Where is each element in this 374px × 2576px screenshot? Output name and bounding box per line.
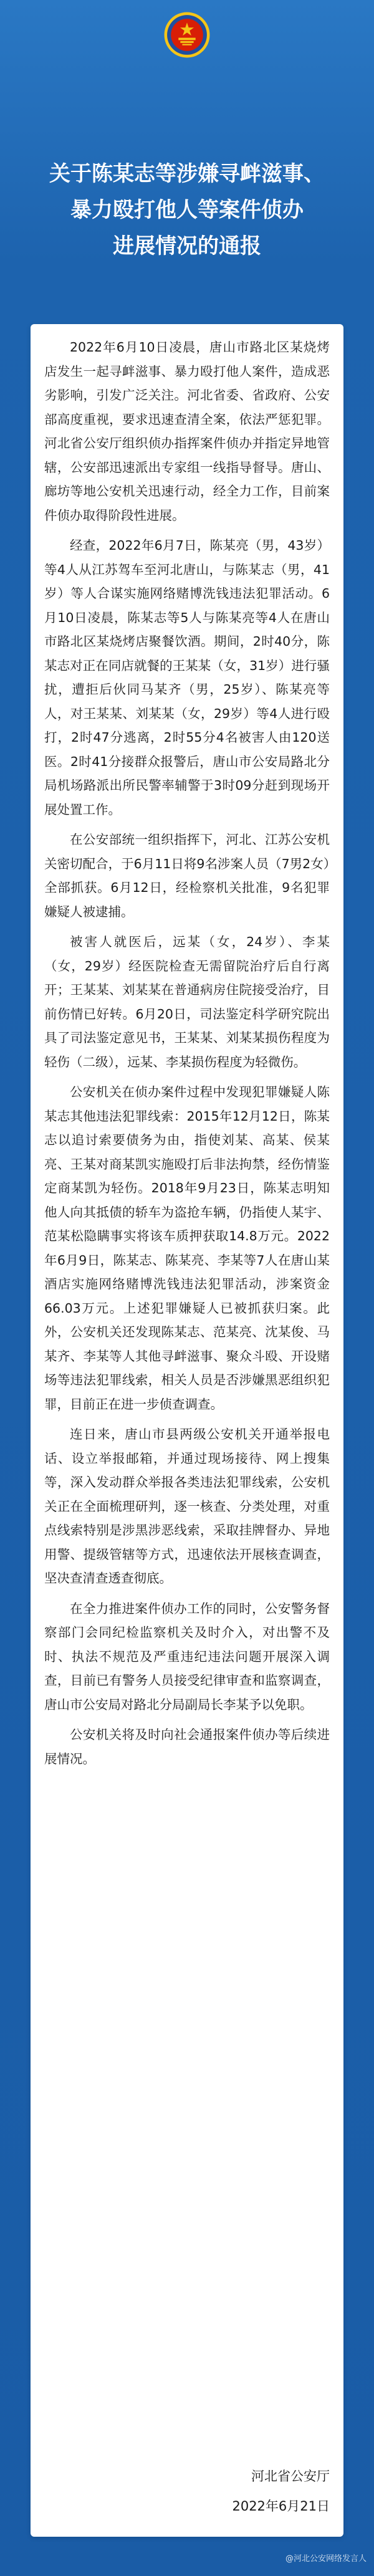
paragraph: 2022年6月10日凌晨，唐山市路北区某烧烤店发生一起寻衅滋事、暴力殴打他人案件，造成恶劣影响，引发广泛关注。河北省委、省政府、公安部高度重视，要求迅速查清全案，依法严惩犯罪。河北省公安厅组织侦办指挥案件侦办并指定异地管辖，公安部迅速派出专家组一线指导督导。唐山、廊坊等地公安机关迅速行动，经全力工作，目前案件侦办取得阶段性进展。: [44, 340, 330, 523]
signature-date: 2022年6月21日: [232, 2499, 330, 2514]
paragraph: 连日来，唐山市县两级公安机关开通举报电话、设立举报邮箱，并通过现场接待、网上搜集等，深入发动群众举报各类违法犯罪线索，公安机关正在全面梳理研判，逐一核查、分类处理，对重点线索特别是涉黑涉恶线索，采取挂牌督办、异地用警、提级管辖等方式，迅速依法开展核查调查，坚决查清查透查彻底。: [44, 1427, 330, 1586]
paragraph: 被害人就医后，远某（女，24岁）、李某（女，29岁）经医院检查无需留院治疗后自行离开；王某某、刘某某在普通病房住院接受治疗，目前伤情已好转。6月20日，司法鉴定科学研究院出具了司法鉴定意见书，王某某、刘某某损伤程度为轻伤（二级），远某、李某损伤程度为轻微伤。: [44, 934, 330, 1070]
notice-body: [44, 335, 330, 1777]
title-line: 进展情况的通报: [113, 234, 261, 259]
paragraph: 在公安部统一组织指挥下，河北、江苏公安机关密切配合，于6月11日将9名涉案人员（7男2女）全部抓获。6月12日，经检察机关批准，9名犯罪嫌疑人被逮捕。: [44, 832, 330, 919]
paragraph: 公安机关将及时向社会通报案件侦办等后续进展情况。: [44, 1727, 330, 1766]
watermark: @河北公安网络发言人: [285, 2554, 367, 2564]
paragraph: 经查，2022年6月7日，陈某亮（男，43岁）等4人从江苏驾车至河北唐山，与陈某志（男，41岁）等人合谋实施网络赌博洗钱违法犯罪活动。6月10日凌晨，陈某志等5人与陈某亮等4人在唐山市路北区某烧烤店聚餐饮酒。期间，2时40分，陈某志对正在同店就餐的王某某（女，31岁）进行骚扰，遭拒后伙同马某齐（男，25岁）、陈某亮等人，对王某某、刘某某（女，29岁）等4人进行殴打，2时47分逃离，2时55分4名被害人由120送医。2时41分接群众报警后，唐山市公安局路北分局机场路派出所民警率辅警于3时09分赶到现场开展处置工作。: [44, 538, 330, 817]
paragraph: 公安机关在侦办案件过程中发现犯罪嫌疑人陈某志其他违法犯罪线索：2015年12月12日，陈某志以追讨索要债务为由，指使刘某、高某、侯某亮、王某对商某凯实施殴打后非法拘禁，经伤情鉴定商某凯为轻伤。2018年9月23日，陈某志明知他人向其抵债的轿车为盗抢车辆，仍指使人某宇、范某松隐瞒事实将该车质押获取14.8万元。2022年6月9日，陈某志、陈某亮、李某等7人在唐山某酒店实施网络赌博洗钱违法犯罪活动，涉案资金66.03万元。上述犯罪嫌疑人已被抓获归案。此外，公安机关还发现陈某志、范某亮、沈某俊、马某齐、李某等人其他寻衅滋事、聚众斗殴、开设赌场等违法犯罪线索，相关人员是否涉嫌黑恶组织犯罪，目前正在进一步侦查调查。: [44, 1085, 330, 1412]
notice-title: [19, 156, 355, 264]
police-emblem-icon: [163, 11, 211, 59]
title-line: 关于陈某志等涉嫌寻衅滋事、: [49, 161, 325, 186]
signature-org: 河北省公安厅: [251, 2469, 330, 2484]
paragraph: 在全力推进案件侦办工作的同时，公安警务督察部门会同纪检监察机关及时介入，对出警不及时、执法不规范及严重违纪违法问题开展深入调查，目前已有警务人员接受纪律审查和监察调查，唐山市公安局对路北分局副局长李某予以免职。: [44, 1601, 330, 1712]
notice-card: [31, 324, 343, 2537]
title-line: 暴力殴打他人等案件侦办: [70, 198, 304, 223]
